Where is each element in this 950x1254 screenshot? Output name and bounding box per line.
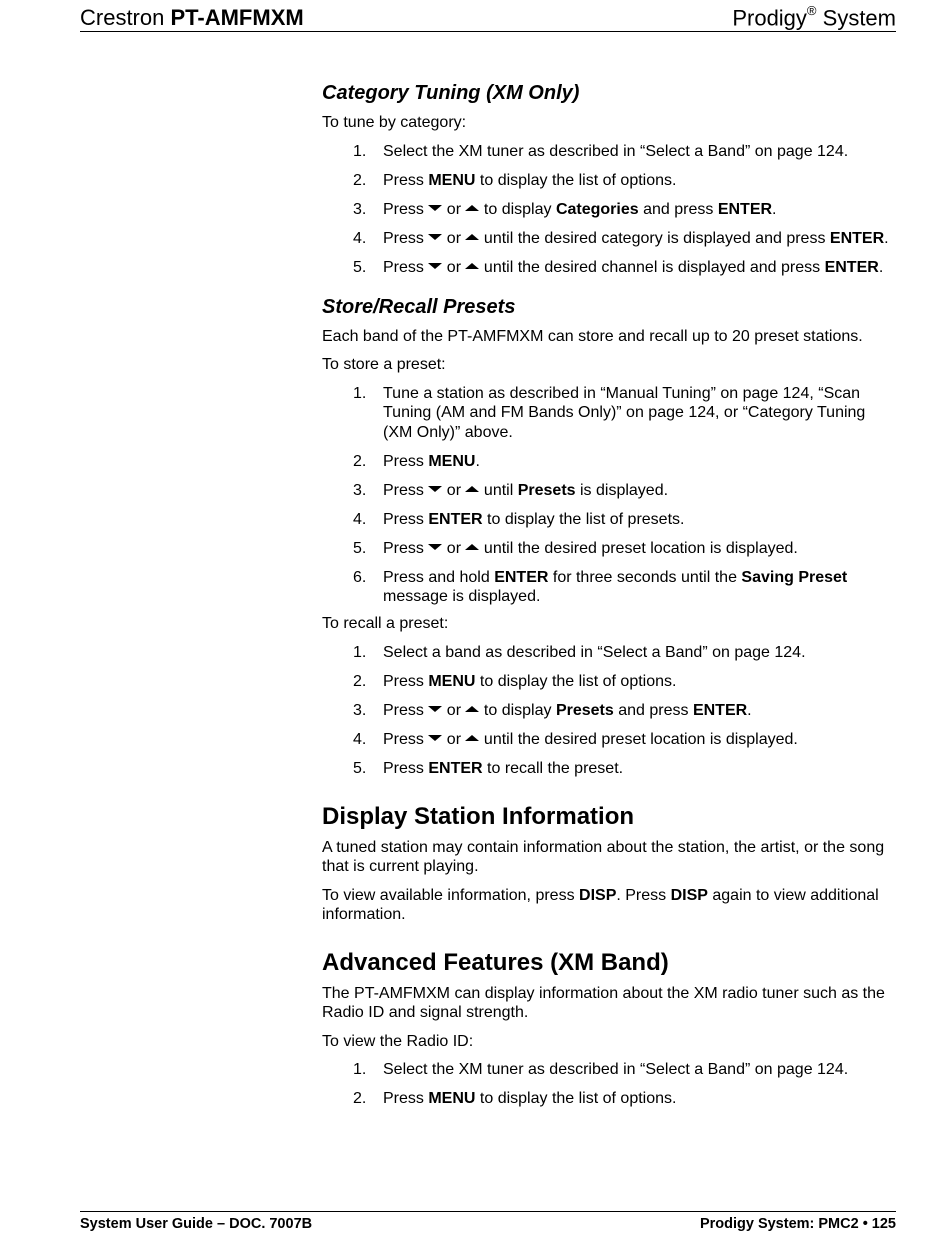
radio-id-steps [322,1060,897,1109]
category-tuning-steps [322,142,897,278]
advanced-features-p1: The PT-AMFMXM can display information about the XM radio tuner such as the Radio ID and signal strength. [322,984,885,1021]
up-arrow-icon [465,544,479,550]
up-arrow-icon [465,205,479,211]
display-station-p2: To view available information, press DISP. Press DISP again to view additional information. [322,886,879,923]
header-brand: Crestron [80,5,165,30]
header-product [80,5,304,31]
page-content [322,80,897,1118]
list-item: 1. Tune a station as described in “Manual Tuning” on page 124, “Scan Tuning (AM and FM Bands Only)” on page 124, or “Category Tuning (XM Only)” above. [353,384,866,441]
list-item: 6. Press and hold ENTER for three seconds until the Saving Preset message is displayed. [353,568,848,605]
header-system [732,0,896,31]
list-item: 5. Press or until the desired channel is displayed and press ENTER. [353,258,884,276]
up-arrow-icon [465,486,479,492]
store-preset-intro: To store a preset: [322,356,446,373]
radio-id-intro: To view the Radio ID: [322,1032,474,1050]
display-station-p1: A tuned station may contain information about the station, the artist, or the song that is current playing. [322,838,885,875]
list-item: 2. Press MENU to display the list of options. [353,171,677,189]
store-recall-heading: Store/Recall Presets [322,295,516,318]
list-item: 1. Select the XM tuner as described in “Select a Band” on page 124. [353,142,849,160]
up-arrow-icon [465,234,479,240]
list-item: 2. Press MENU to display the list of options. [353,1090,677,1107]
list-item: 4. Press or until the desired category is displayed and press ENTER. [353,229,889,247]
down-arrow-icon [428,544,442,550]
up-arrow-icon [465,735,479,741]
down-arrow-icon [428,735,442,741]
down-arrow-icon [428,205,442,211]
footer-page-number: Prodigy System: PMC2 • 125 [699,1216,896,1232]
advanced-features-heading: Advanced Features (XM Band) [322,948,669,976]
list-item: 3. Press or until Presets is displayed. [353,481,669,499]
page-footer [80,1211,896,1232]
down-arrow-icon [428,263,442,269]
down-arrow-icon [428,486,442,492]
store-preset-steps [322,384,897,607]
list-item: 3. Press or to display Categories and press ENTER. [353,200,777,218]
footer-doc-title: System User Guide – DOC. 7007B [80,1216,313,1232]
list-item: 3. Press or to display Presets and press ENTER. [353,701,752,719]
up-arrow-icon [465,263,479,269]
list-item: 1. Select a band as described in “Select a Band” on page 124. [353,643,806,661]
list-item: 5. Press ENTER to recall the preset. [353,759,624,777]
list-item: 4. Press or until the desired preset location is displayed. [353,730,798,748]
category-tuning-intro: To tune by category: [322,114,467,131]
category-tuning-heading: Category Tuning (XM Only) [322,82,580,104]
down-arrow-icon [428,706,442,712]
list-item: 4. Press ENTER to display the list of presets. [353,510,685,528]
recall-preset-intro: To recall a preset: [322,615,449,632]
list-item: 5. Press or until the desired preset location is displayed. [353,539,798,557]
registered-mark: ® [806,2,817,18]
header-model: PT-AMFMXM [170,5,304,30]
store-recall-intro: Each band of the PT-AMFMXM can store and recall up to 20 preset stations. [322,327,863,345]
header-system-name: Prodigy [732,5,807,30]
header-system-word: System [822,5,896,30]
down-arrow-icon [428,234,442,240]
list-item: 2. Press MENU to display the list of options. [353,672,677,690]
list-item: 2. Press MENU. [353,452,480,470]
display-station-heading: Display Station Information [322,802,635,830]
page-header [80,2,896,32]
up-arrow-icon [465,706,479,712]
list-item: 1. Select the XM tuner as described in “Select a Band” on page 124. [353,1061,849,1078]
recall-preset-steps [322,643,897,779]
